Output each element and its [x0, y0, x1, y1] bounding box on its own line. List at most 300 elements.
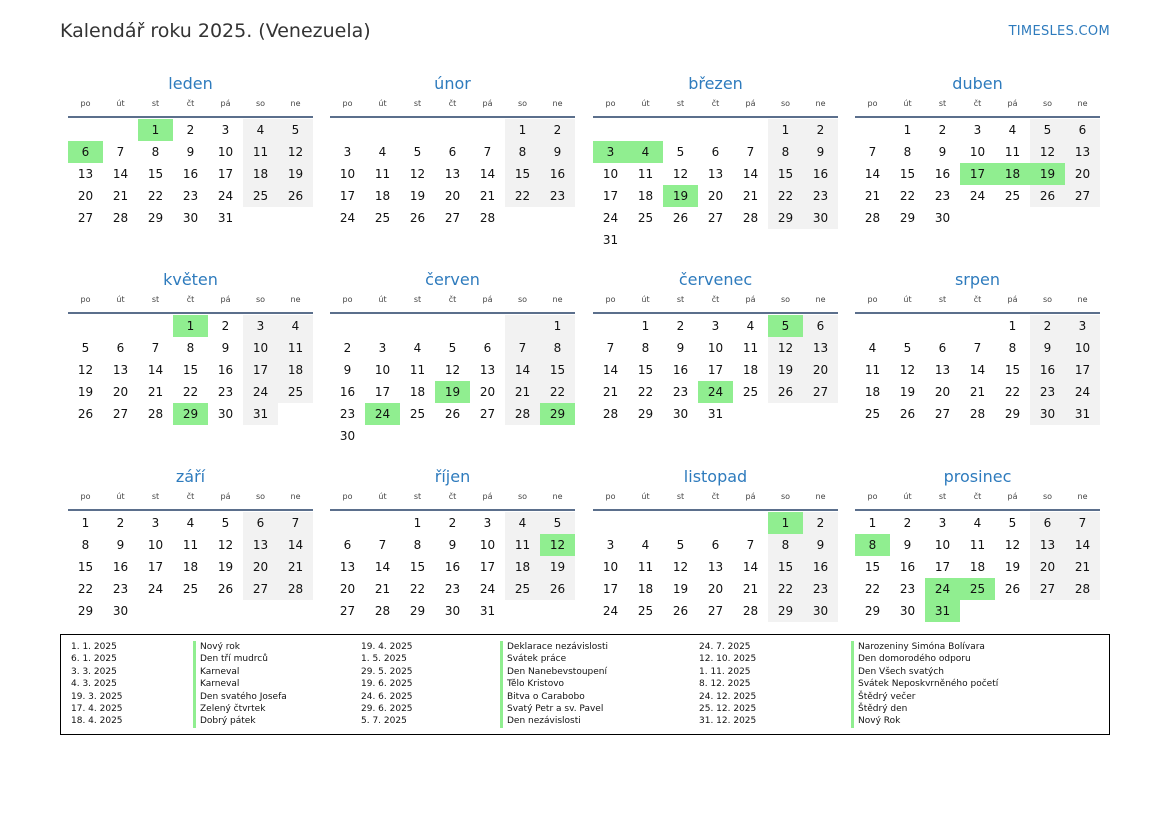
holiday-day-cell: 3 — [593, 141, 628, 163]
day-cell: 13 — [479, 363, 496, 377]
day-cell: 2 — [803, 119, 838, 141]
day-cell: 26 — [217, 582, 234, 596]
weekday-label: po — [342, 492, 353, 501]
weekday-header — [593, 293, 838, 314]
holiday-name: Svátek práce — [507, 654, 567, 665]
day-cell: 1 — [768, 119, 803, 141]
day-cell: 17 — [243, 359, 278, 381]
day-cell: 2 — [343, 341, 352, 355]
day-cell: 29 — [1004, 407, 1021, 421]
day-cell: 30 — [182, 211, 199, 225]
day-cell: 23 — [803, 578, 838, 600]
day-cell: 7 — [505, 337, 540, 359]
empty-cell — [103, 119, 138, 141]
day-cell: 16 — [540, 163, 575, 185]
holiday-name: Štědrý den — [858, 703, 908, 714]
day-cell: 27 — [444, 211, 461, 225]
day-cell: 6 — [803, 315, 838, 337]
day-cell: 16 — [444, 560, 461, 574]
holiday-date: 24. 12. 2025 — [699, 691, 757, 702]
day-cell: 14 — [602, 363, 619, 377]
day-cell: 8 — [540, 337, 575, 359]
day-cell: 4 — [973, 516, 982, 530]
day-cell: 17 — [147, 560, 164, 574]
holiday-name: Karneval — [200, 679, 240, 690]
day-cell: 28 — [479, 211, 496, 225]
empty-cell — [400, 119, 435, 141]
empty-cell — [698, 512, 733, 534]
day-cell: 28 — [374, 604, 391, 618]
holiday-name: Dobrý pátek — [200, 716, 256, 727]
weekday-header — [330, 293, 575, 314]
empty-cell — [855, 119, 890, 141]
day-cell: 30 — [899, 604, 916, 618]
day-cell: 16 — [182, 167, 199, 181]
day-cell: 31 — [602, 233, 619, 247]
day-cell: 20 — [479, 385, 496, 399]
day-cell: 24 — [217, 189, 234, 203]
day-cell: 18 — [637, 189, 654, 203]
weekday-header — [593, 97, 838, 118]
weekday-label: út — [378, 492, 387, 501]
day-cell: 11 — [637, 167, 654, 181]
day-cell: 29 — [864, 604, 881, 618]
day-cell: 29 — [768, 600, 803, 622]
day-cell: 23 — [672, 385, 689, 399]
day-cell: 31 — [707, 407, 724, 421]
holiday-name: Nový rok — [200, 642, 240, 652]
weekday-label: čt — [448, 99, 457, 108]
holiday-date: 4. 3. 2025 — [71, 679, 117, 690]
day-cell: 3 — [243, 315, 278, 337]
holiday-date: 17. 4. 2025 — [71, 703, 123, 714]
day-cell: 22 — [505, 185, 540, 207]
holiday-date: 24. 7. 2025 — [699, 642, 751, 652]
day-cell: 5 — [278, 119, 313, 141]
weekday-label: st — [676, 492, 685, 501]
day-grid — [68, 119, 313, 229]
day-cell: 25 — [243, 185, 278, 207]
holiday-name: Karneval — [200, 666, 240, 677]
holiday-date: 5. 7. 2025 — [361, 716, 407, 727]
day-cell: 18 — [374, 189, 391, 203]
day-grid — [330, 315, 575, 447]
day-cell: 15 — [899, 167, 916, 181]
weekday-label: st — [938, 99, 947, 108]
holiday-day-cell: 12 — [540, 534, 575, 556]
day-cell: 23 — [339, 407, 356, 421]
day-cell: 25 — [182, 582, 199, 596]
day-cell: 17 — [479, 560, 496, 574]
day-cell: 7 — [378, 538, 387, 552]
holiday-day-cell: 17 — [960, 163, 995, 185]
weekday-label: po — [342, 99, 353, 108]
month-2 — [593, 73, 838, 251]
day-cell: 11 — [864, 363, 881, 377]
holiday-date: 12. 10. 2025 — [699, 654, 757, 665]
day-cell: 4 — [868, 341, 877, 355]
day-grid — [855, 512, 1100, 622]
day-cell: 21 — [1065, 556, 1100, 578]
weekday-label: út — [116, 492, 125, 501]
day-cell: 28 — [147, 407, 164, 421]
day-cell: 11 — [243, 141, 278, 163]
day-cell: 20 — [707, 189, 724, 203]
weekday-label: ne — [815, 295, 826, 304]
day-cell: 18 — [182, 560, 199, 574]
day-cell: 3 — [1065, 315, 1100, 337]
day-cell: 12 — [672, 560, 689, 574]
day-cell: 27 — [707, 211, 724, 225]
day-cell: 17 — [374, 385, 391, 399]
weekday-label: ne — [290, 295, 301, 304]
day-cell: 5 — [1008, 516, 1017, 530]
day-cell: 10 — [602, 560, 619, 574]
empty-cell — [663, 119, 698, 141]
day-cell: 2 — [448, 516, 457, 530]
day-cell: 4 — [413, 341, 422, 355]
day-cell: 28 — [1065, 578, 1100, 600]
weekday-header — [68, 293, 313, 314]
day-cell: 3 — [973, 123, 982, 137]
day-cell: 21 — [742, 582, 759, 596]
weekday-label: pá — [745, 492, 756, 501]
day-cell: 5 — [676, 145, 685, 159]
day-cell: 10 — [602, 167, 619, 181]
day-cell: 10 — [339, 167, 356, 181]
day-grid — [68, 512, 313, 622]
day-cell: 7 — [606, 341, 615, 355]
day-grid — [855, 315, 1100, 425]
day-cell: 10 — [707, 341, 724, 355]
day-cell: 2 — [903, 516, 912, 530]
day-cell: 25 — [409, 407, 426, 421]
day-cell: 15 — [409, 560, 426, 574]
day-cell: 1 — [641, 319, 650, 333]
day-cell: 20 — [243, 556, 278, 578]
weekday-label: so — [517, 295, 528, 304]
holiday-names-column — [193, 641, 287, 728]
day-cell: 9 — [540, 141, 575, 163]
weekday-label: út — [378, 295, 387, 304]
holiday-name: Zelený čtvrtek — [200, 703, 266, 714]
day-cell: 18 — [637, 582, 654, 596]
weekday-header — [330, 490, 575, 511]
day-cell: 2 — [938, 123, 947, 137]
empty-cell — [733, 119, 768, 141]
day-cell: 20 — [803, 359, 838, 381]
day-cell: 7 — [1065, 512, 1100, 534]
day-cell: 9 — [803, 534, 838, 556]
holiday-date: 24. 6. 2025 — [361, 691, 413, 702]
holiday-day-cell: 6 — [68, 141, 103, 163]
day-cell: 22 — [1004, 385, 1021, 399]
weekday-label: po — [867, 99, 878, 108]
day-cell: 29 — [899, 211, 916, 225]
weekday-label: so — [517, 492, 528, 501]
holiday-name: Svátek Neposkvrněného početí — [858, 679, 999, 690]
holiday-date: 3. 3. 2025 — [71, 666, 117, 677]
day-cell: 13 — [243, 534, 278, 556]
day-cell: 5 — [448, 341, 457, 355]
holiday-day-cell: 1 — [768, 512, 803, 534]
empty-cell — [330, 315, 365, 337]
weekday-label: po — [342, 295, 353, 304]
day-cell: 9 — [221, 341, 230, 355]
day-cell: 1 — [1008, 319, 1017, 333]
day-cell: 1 — [540, 315, 575, 337]
empty-cell — [365, 119, 400, 141]
weekday-label: út — [116, 295, 125, 304]
day-cell: 5 — [540, 512, 575, 534]
day-cell: 13 — [444, 167, 461, 181]
empty-cell — [628, 119, 663, 141]
day-cell: 26 — [1004, 582, 1021, 596]
day-cell: 15 — [77, 560, 94, 574]
day-cell: 5 — [903, 341, 912, 355]
month-9 — [330, 466, 575, 622]
day-cell: 8 — [505, 141, 540, 163]
holiday-name: Den svatého Josefa — [200, 691, 287, 702]
day-cell: 3 — [938, 516, 947, 530]
weekday-label: so — [255, 295, 266, 304]
weekday-label: čt — [711, 99, 720, 108]
month-6 — [593, 269, 838, 425]
day-cell: 8 — [81, 538, 90, 552]
day-cell: 21 — [864, 189, 881, 203]
day-cell: 6 — [343, 538, 352, 552]
month-8 — [68, 466, 313, 622]
day-cell: 12 — [444, 363, 461, 377]
weekday-label: so — [780, 492, 791, 501]
holiday-dates-column — [71, 641, 123, 728]
day-cell: 18 — [278, 359, 313, 381]
weekday-label: čt — [973, 295, 982, 304]
day-cell: 28 — [742, 211, 759, 225]
weekday-label: so — [780, 295, 791, 304]
day-cell: 28 — [742, 604, 759, 618]
day-cell: 20 — [77, 189, 94, 203]
weekday-label: st — [413, 295, 422, 304]
day-cell: 5 — [676, 538, 685, 552]
weekday-label: pá — [220, 99, 231, 108]
day-cell: 24 — [602, 211, 619, 225]
day-cell: 25 — [374, 211, 391, 225]
day-cell: 25 — [278, 381, 313, 403]
day-cell: 21 — [969, 385, 986, 399]
day-cell: 7 — [973, 341, 982, 355]
day-cell: 26 — [1030, 185, 1065, 207]
weekday-label: po — [80, 295, 91, 304]
day-cell: 21 — [602, 385, 619, 399]
day-cell: 25 — [1004, 189, 1021, 203]
day-cell: 4 — [278, 315, 313, 337]
month-name: červenec — [678, 270, 753, 289]
day-cell: 3 — [221, 123, 230, 137]
holiday-date: 29. 5. 2025 — [361, 666, 413, 677]
day-cell: 24 — [602, 604, 619, 618]
day-grid — [330, 512, 575, 622]
day-cell: 21 — [742, 189, 759, 203]
empty-cell — [435, 315, 470, 337]
day-cell: 16 — [339, 385, 356, 399]
weekday-label: ne — [1077, 295, 1088, 304]
day-cell: 6 — [1065, 119, 1100, 141]
day-cell: 22 — [864, 582, 881, 596]
day-cell: 12 — [768, 337, 803, 359]
day-cell: 17 — [602, 582, 619, 596]
month-name: listopad — [683, 467, 748, 486]
day-cell: 20 — [444, 189, 461, 203]
day-cell: 23 — [112, 582, 129, 596]
weekday-label: so — [1042, 99, 1053, 108]
weekday-label: po — [605, 492, 616, 501]
day-cell: 3 — [378, 341, 387, 355]
weekday-label: čt — [448, 295, 457, 304]
holiday-name: Den Nanebevstoupení — [507, 666, 607, 677]
weekday-label: pá — [745, 295, 756, 304]
day-cell: 21 — [505, 381, 540, 403]
day-cell: 19 — [1004, 560, 1021, 574]
weekday-label: so — [1042, 295, 1053, 304]
day-cell: 30 — [217, 407, 234, 421]
site-logo-link[interactable]: TIMESLES.COM — [1008, 24, 1110, 39]
day-cell: 14 — [112, 167, 129, 181]
day-cell: 9 — [938, 145, 947, 159]
weekday-label: pá — [745, 99, 756, 108]
day-cell: 7 — [746, 145, 755, 159]
day-cell: 27 — [1030, 578, 1065, 600]
day-cell: 2 — [186, 123, 195, 137]
day-cell: 30 — [112, 604, 129, 618]
holiday-day-cell: 24 — [365, 403, 400, 425]
weekday-label: ne — [815, 99, 826, 108]
day-cell: 26 — [672, 211, 689, 225]
day-cell: 13 — [1065, 141, 1100, 163]
day-cell: 8 — [1008, 341, 1017, 355]
day-cell: 24 — [969, 189, 986, 203]
month-name: srpen — [954, 270, 1001, 289]
day-cell: 7 — [868, 145, 877, 159]
holiday-name: Den tří mudrců — [200, 654, 268, 665]
day-cell: 16 — [112, 560, 129, 574]
day-cell: 10 — [217, 145, 234, 159]
day-cell: 26 — [444, 407, 461, 421]
day-cell: 25 — [637, 604, 654, 618]
day-cell: 10 — [934, 538, 951, 552]
weekday-label: st — [151, 295, 160, 304]
day-cell: 27 — [112, 407, 129, 421]
month-name: prosinec — [943, 467, 1012, 486]
day-cell: 2 — [540, 119, 575, 141]
day-cell: 11 — [969, 538, 986, 552]
day-cell: 28 — [864, 211, 881, 225]
day-cell: 12 — [899, 363, 916, 377]
weekday-label: ne — [815, 492, 826, 501]
day-cell: 24 — [479, 582, 496, 596]
day-cell: 29 — [147, 211, 164, 225]
day-cell: 14 — [1065, 534, 1100, 556]
day-cell: 17 — [934, 560, 951, 574]
weekday-label: st — [151, 492, 160, 501]
day-cell: 12 — [1030, 141, 1065, 163]
day-cell: 15 — [182, 363, 199, 377]
day-cell: 6 — [243, 512, 278, 534]
day-cell: 9 — [1030, 337, 1065, 359]
holiday-date: 1. 11. 2025 — [699, 666, 751, 677]
day-cell: 1 — [413, 516, 422, 530]
day-grid — [330, 119, 575, 229]
holiday-day-cell: 24 — [925, 578, 960, 600]
day-cell: 12 — [278, 141, 313, 163]
day-cell: 30 — [339, 429, 356, 443]
day-cell: 8 — [768, 141, 803, 163]
day-cell: 23 — [444, 582, 461, 596]
weekday-label: čt — [973, 492, 982, 501]
day-cell: 26 — [409, 211, 426, 225]
day-cell: 16 — [934, 167, 951, 181]
day-cell: 11 — [742, 341, 759, 355]
holiday-day-cell: 19 — [435, 381, 470, 403]
day-cell: 22 — [147, 189, 164, 203]
day-cell: 9 — [803, 141, 838, 163]
weekday-header — [855, 97, 1100, 118]
holiday-name: Bitva o Carabobo — [507, 691, 585, 702]
weekday-label: st — [676, 295, 685, 304]
weekday-label: pá — [482, 295, 493, 304]
day-cell: 25 — [505, 578, 540, 600]
holiday-day-cell: 1 — [173, 315, 208, 337]
weekday-label: út — [903, 295, 912, 304]
day-cell: 23 — [182, 189, 199, 203]
weekday-label: ne — [552, 295, 563, 304]
day-cell: 4 — [243, 119, 278, 141]
empty-cell — [593, 512, 628, 534]
day-cell: 27 — [77, 211, 94, 225]
day-cell: 2 — [221, 319, 230, 333]
day-cell: 24 — [339, 211, 356, 225]
day-cell: 14 — [505, 359, 540, 381]
day-cell: 12 — [1004, 538, 1021, 552]
day-cell: 22 — [77, 582, 94, 596]
weekday-label: pá — [220, 295, 231, 304]
month-7 — [855, 269, 1100, 425]
holiday-names-column — [500, 641, 608, 728]
holiday-day-cell: 29 — [540, 403, 575, 425]
day-cell: 7 — [278, 512, 313, 534]
weekday-header — [68, 490, 313, 511]
empty-cell — [733, 512, 768, 534]
holiday-date: 8. 12. 2025 — [699, 679, 751, 690]
day-cell: 15 — [768, 163, 803, 185]
day-cell: 2 — [1030, 315, 1065, 337]
day-cell: 21 — [278, 556, 313, 578]
day-cell: 31 — [217, 211, 234, 225]
day-cell: 3 — [151, 516, 160, 530]
day-cell: 7 — [116, 145, 125, 159]
day-cell: 22 — [182, 385, 199, 399]
day-cell: 20 — [1030, 556, 1065, 578]
day-cell: 2 — [676, 319, 685, 333]
empty-cell — [330, 119, 365, 141]
day-cell: 27 — [479, 407, 496, 421]
day-cell: 21 — [374, 582, 391, 596]
day-cell: 19 — [672, 582, 689, 596]
day-cell: 10 — [969, 145, 986, 159]
day-cell: 5 — [81, 341, 90, 355]
day-cell: 10 — [243, 337, 278, 359]
day-cell: 17 — [707, 363, 724, 377]
